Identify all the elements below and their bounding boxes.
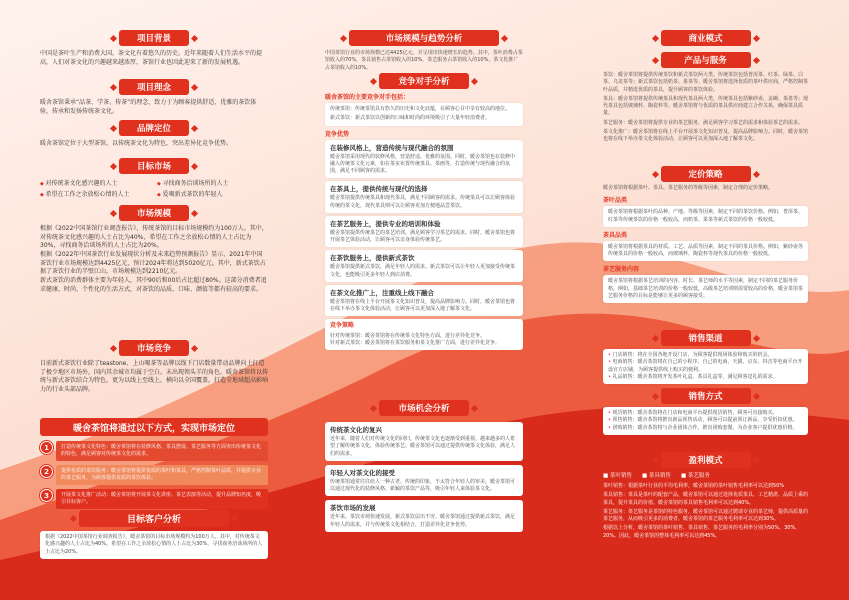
advantage-text: 暖舍茶馆提供传统茶艺的茶艺培训，满足顾客学习茶艺的需求。同时，暖舍茶馆也将开展茶艺体验活动，让顾客可以亲身体验传统茶艺。 [330,229,516,243]
brand-positioning-text: 暖舍茶馆定位于大型茶馆，以传统茶文化为特色，突出差异化竞争优势。 [40,140,233,147]
advantage-item [325,216,523,248]
market-competition-header: 市场竞争 [119,340,189,356]
market-scale-trend-header: 市场规模与趋势分析 [349,30,499,46]
number-badge: 1 [40,441,53,454]
advantage-title: 在茶具上，提供传统与现代的选择 [330,185,428,194]
pill: ■ 茶叶销售 [603,471,632,479]
strategy-traditional: 针对传统茶馆：暖舍茶馆将在传统茶文化特色方面，进行差异化竞争。 [330,332,486,339]
pricing-intro: 暖舍茶馆将根据茶叶、茶具、茶艺服务的等级等因素，制定合理的定价策略。 [603,185,774,191]
profit-art-text: 茶艺服务：茶艺服务是茶馆的特色服务，暖舍茶馆可以通过聘请专业的茶艺师，提供高质量的茶艺服务，从而吸引更多的消费者。暖舍茶馆的茶艺服务毛利率可以达到30%。 [603,508,809,522]
strategy-label: 竞争策略 [330,322,355,330]
advantage-item [325,181,523,213]
sales-method-header: 销售方式 [661,388,751,404]
business-model-header: 商业模式 [661,30,751,46]
opportunity-item [325,465,523,497]
list-item: ◆ 希望在工作之余放松心情的人士 [40,189,151,198]
profit-pills [603,471,808,479]
pricing-tea-label: 茶叶品类 [603,197,628,205]
advantage-item [325,250,523,282]
target-customer-text: 根据《2022中国茶馆行业调查报告》，暖舍茶馆的目标市场规模约为100万人。其中，对传统茶文化感兴趣的人士占比为40%，希望在工作之余放松心情的人士占比为30%，寻找商务洽谈场所的人士占比为20%。 [40,531,268,559]
opportunity-title: 茶饮市场的发展 [330,504,376,513]
advantage-text: 暖舍茶馆将在线上平台开展茶文化知识普及，提高品牌影响力。同时，暖舍茶馆也将在线下举办茶文化体验活动，让顾客可以更加深入地了解茶文化。 [330,298,516,312]
brand-positioning-header: 品牌定位 [119,120,189,136]
target-market-header: 目标市场 [119,158,189,174]
list-item: ◆ 寻找商务洽谈场所的人士 [157,178,268,187]
competitor-new-style: 新式茶饮：新式茶饮以创新的口味和时尚的环境吸引了大量年轻消费者。 [330,115,491,122]
opportunity-item [325,500,523,532]
project-background-header: 项目背景 [119,30,189,46]
list-item: • 门店销售：将在全国各地开设门店，为顾客提供现场体验和购买的机会。 [608,352,803,359]
market-competition-text: 目前新式茶饮行业除了teastone、上山喝茶等品牌以线下门店数量带动品牌向上打造了极少地区市场外，国内其余城市均属于空白。未出现领头羊的角色。暖舍茶馆将以传统与新式茶饮结合为特色，更为以线上至线上，横向以全国覆盖，打造全地域超高影响力的行业头部品牌。 [40,360,269,394]
advantage-text: 暖舍茶馆提供传统茶具和现代茶具，满足不同顾客的需求。传统茶具可以让顾客体验传统的茶文化，现代茶具则可以让顾客更加方便地品尝茶饮。 [330,195,516,209]
sales-method-box [603,407,808,435]
opportunity-text: 传统茶馆通常往往给人一种古老、传统的印象，不太符合年轻人的审美。暖舍茶馆可以通过现代化的装修风格、新颖的茶饮产品等，吸引年轻人来体验茶文化。 [330,478,516,492]
pricing-art-label: 茶艺服务内容 [603,266,640,274]
advantage-title: 在茶艺服务上，提供专业的培训和体验 [330,219,441,228]
target-market-list [40,178,268,198]
profit-teaware-text: 茶具销售：茶具是茶叶的配套产品，暖舍茶馆可以通过选择优质茶具、工艺精湛、品质上乘的茶具，提升茶具的价值。暖舍茶馆的茶具销售毛利率可以达到40%。 [603,492,809,506]
profit-summary-text: 根据以上分析，暖舍茶馆的茶叶销售、茶具销售、茶艺服务的毛利率分别为50%、30%、20%。因此，暖舍茶馆的整体毛利率可以达到45%。 [603,525,801,539]
list-item: • 预售销售：暖舍茶馆将推出新品预售活动，顾客可以提前预订新品，享受折扣优惠。 [608,417,803,424]
pill: ■ 茶艺服务 [681,471,710,479]
way-item [40,441,268,461]
advantage-text: 暖舍茶馆提供新式茶饮，满足年轻人的需求。新式茶饮可以让年轻人更加接受传统茶文化，也能吸引更多年轻人到店消费。 [330,264,516,278]
market-size-text-3: 新式茶饮的消费群体主要为年轻人，其中90后和00后占比超过80%。这部分消费者追求健康、时尚、个性化的生活方式，对茶饮的品质、口味、颜值等都有较高的要求。 [40,277,267,293]
project-background-text: 中国是茶叶生产和消费大国，茶文化有着悠久的历史。近年来随着人们生活水平的提高，人们对茶文化的兴趣越来越浓厚，茶馆行业也因此迎来了新的发展机遇。 [40,50,263,66]
way-text: 开展茶文化推广活动：暖舍茶馆将开展茶文化讲座、茶艺表演等活动，提升品牌知名度，吸引目标客户。 [56,489,268,509]
way-text: 打造传统茶文化特色：暖舍茶馆将在装修风格、茶具摆设、茶艺服务等方面突出传统茶文化的特色，满足顾客对传统茶文化的需求。 [56,441,268,461]
strategy-new-style: 针对新式茶饮：暖舍茶馆将在茶饮服务和茶文化推广方面，进行差异化竞争。 [330,340,501,347]
list-item: ◆ 爱喝新式茶饮的年轻人 [157,189,268,198]
list-item: • 礼品销售：暖舍茶馆将开发茶叶礼盒、茶具礼盒等，满足顾客送礼的需求。 [608,374,803,381]
number-badge: 2 [40,465,53,478]
market-size-header: 市场规模 [119,205,189,221]
target-customer-section [40,510,268,559]
market-scale-trend-text: 中国茶馆行业的市场规模已达4425亿元，并呈现出快速增长的趋势。其中，茶叶消费占茶馆收入的70%，茶具销售占茶馆收入的10%，茶艺服务占茶馆收入的10%，茶文化推广占茶馆收入的10%。 [325,50,523,71]
strategy-box [325,319,523,350]
positioning-banner: 暖舍茶馆将通过以下方式，实现市场定位 [40,418,268,436]
number-badge: 3 [40,489,53,502]
market-opportunity-header: 市场机会分析 [379,400,469,416]
product-tea-text: 茶饮：暖舍茶馆将提供传统茶饮和新式茶饮两大类。传统茶饮包括普洱茶、红茶、绿茶、白茶、乌龙茶等；新式茶饮包括奶茶、果茶等。暖舍茶馆将选择优质的茶叶供应商，严格控制茶叶品质，并精选优质的茶具，提升顾客的茶饮体验。 [603,72,809,93]
way-text: 提供优质的茶饮服务：暖舍茶馆将提供优质的茶叶和茶具，严格控制茶叶品质，并提供专业的茶艺服务，为顾客提供优质的茶饮体验。 [56,465,268,485]
product-promotion-text: 茶文化推广：暖舍茶馆将在线上平台开展茶文化知识普及，提高品牌影响力。同时，暖舍茶馆也将在线下举办茶文化体验活动，让顾客可以更加深入地了解茶文化。 [603,128,809,142]
sales-channel-box [603,349,808,384]
market-size-text-2: 根据《2022年中国茶饮行业发展现状分析及未来趋势预测报告》显示，2021年中国茶饮行业市场规模达到4425亿元，预计2024年将达到5020亿元。其中，新式茶饮占据了茶饮行业的半壁江山，市场规模达到2210亿元。 [40,251,266,276]
pricing-header: 定价策略 [661,166,751,182]
opportunity-item [325,422,523,461]
competitor-box [325,103,523,126]
project-concept-text: 暖舍茶馆秉承“品茶、学茶、传茶”的理念，致力于为顾客提供舒适、优雅的茶饮体验，传承和发扬传统茶文化。 [40,99,257,115]
pricing-teaware-text: 暖舍茶馆将根据茶具的材质、工艺、品质等因素，制定不同的茶具价格。例如，紫砂壶等传统茶具的价格一般较高，而玻璃杯、陶瓷杯等现代茶具的价格一般较低。 [603,241,808,262]
product-teaware-text: 茶具：暖舍茶馆将提供传统茶具和现代茶具两大类。传统茶具包括紫砂壶、盖碗、茶盘等；现代茶具包括玻璃杯、陶瓷杯等。暖舍茶馆将与优质的茶具供应商建立合作关系，确保茶具质量。 [603,95,809,117]
list-item: ◆ 对传统茶文化感兴趣的人士 [40,178,151,187]
product-service-header: 产品与服务 [661,52,751,68]
list-item: • 现货销售：暖舍茶馆将在门店和电商平台提供现货销售，顾客可直接购买。 [608,410,803,417]
competitor-intro: 暖舍茶馆的主要竞争对手包括： [325,94,410,101]
advantage-text: 暖舍茶馆采用现代的装修风格，营造舒适、优雅的氛围。同时，暖舍茶馆也在装修中融入传统茶文化元素，如在茶室布置传统茶具、茶画等，打造传统与现代融合的氛围，满足不同顾客的需求。 [330,153,516,174]
way-item [40,465,268,485]
sales-channel-header: 销售渠道 [661,330,751,346]
market-size-text-1: 根据《2022中国茶馆行业调查报告》，传统茶馆的目标市场规模约为100万人。其中，对传统茶文化感兴趣的人士占比为40%，希望在工作之余放松心情的人士占比为30%，寻找商务洽谈场所的人士占比为20%。 [40,225,268,250]
target-customer-header: 目标客户分析 [79,510,229,527]
way-item [40,489,268,509]
opportunity-text: 近年来，茶饮市场快速发展，新式茶饮层出不穷。暖舍茶馆通过提供新式茶饮，满足年轻人的需求，并与传统茶文化相结合，打造差异化竞争优势。 [330,514,516,528]
competitor-analysis-header: 竞争对手分析 [379,73,469,89]
pricing-art-text: 暖舍茶馆将根据茶艺培训的内容、时长、茶艺师的水平等因素，制定不同的茶艺服务价格。例如，基础茶艺培训的价格一般较低，高级茶艺培训则需要较高的价格，暖舍茶馆茶艺服务价格的目标是能够让更多的顾客接受。 [603,275,808,303]
advantage-item [325,285,523,317]
project-concept-header: 项目理念 [119,79,189,95]
advantage-item [325,140,523,179]
pricing-tea-text: 暖舍茶馆将根据茶叶的品种、产地、等级等因素，制定不同的茶饮价格。例如，普洱茶、红茶等传统茶饮的价格一般较高，而奶茶、果茶等新式茶饮的价格一般较低。 [603,206,808,227]
advantage-title: 在装修风格上，营造传统与现代融合的氛围 [330,143,454,152]
advantage-title: 在茶文化推广上，注重线上线下融合 [330,288,434,297]
pill: ■ 茶具销售 [642,471,671,479]
opportunity-title: 传统茶文化的复兴 [330,426,382,434]
product-tea-art-text: 茶艺服务：暖舍茶馆将提供专业的茶艺服务，满足顾客学习茶艺的需求和体验茶艺的需求。 [603,119,804,126]
positioning-ways [40,437,268,509]
opportunity-text: 近年来，随着人们对传统文化的回归，传统茶文化也逐渐受到重视。越来越多的人希望了解传统茶文化，体验传统茶艺。暖舍茶馆可以通过提供传统茶文化体验，满足人们的需求。 [330,436,516,457]
list-item: • 电商销售：暖舍茶馆将在自己的小程序、自己的电商、天猫、京东、抖音等电商平台开设官方店铺，为顾客提供线上购买的便利。 [608,359,803,374]
list-item: • 团购销售：暖舍茶馆将与企业团体合作，推出团购套餐，为企业客户提供优惠价格。 [608,425,803,432]
advantage-title: 在茶饮服务上，提供新式茶饮 [330,254,415,263]
opportunity-title: 年轻人对茶文化的接受 [330,468,395,477]
pricing-teaware-label: 茶具品类 [603,231,628,239]
profit-model-header: 盈利模式 [661,452,751,468]
competitor-traditional: 传统茶馆：传统茶馆具有悠久的历史和文化底蕴，在顾客心目中享有较高的地位。 [330,106,511,112]
profit-tea-text: 茶叶销售：根据茶叶行业的平均毛利率，暖舍茶馆的茶叶销售毛利率可以达到50% [603,483,785,489]
advantage-label: 竞争优势 [325,130,350,138]
